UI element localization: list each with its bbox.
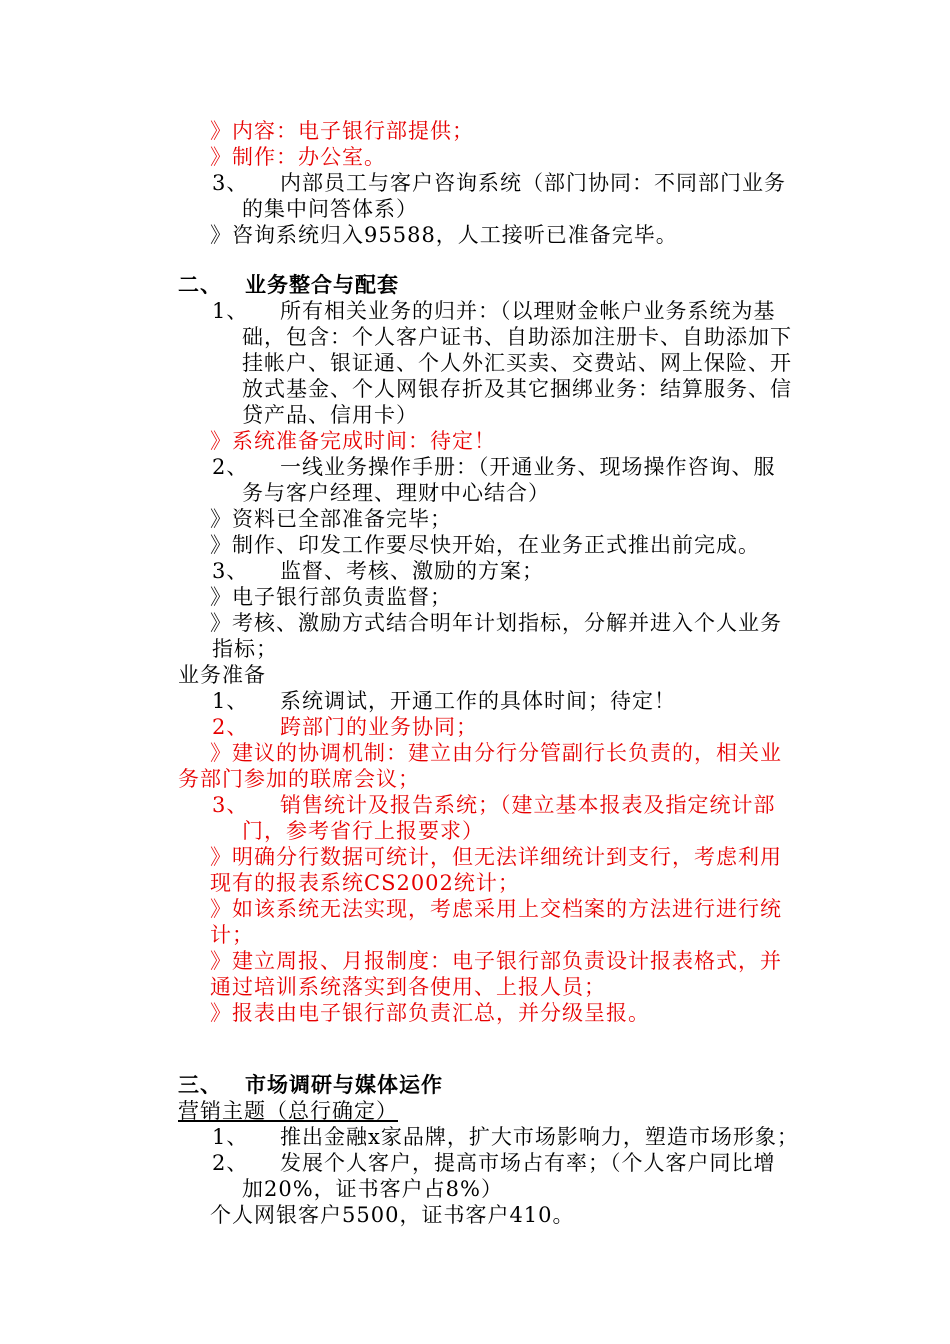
note-line: 》咨询系统归入95588，人工接听已准备完毕。	[210, 223, 678, 247]
list-number: 2、	[212, 715, 249, 739]
note-line: 》系统准备完成时间：待定！	[210, 429, 496, 453]
section-heading: 业务整合与配套	[245, 272, 399, 297]
list-number: 1、	[212, 299, 249, 323]
note-line: 指标；	[212, 637, 278, 661]
list-number: 1、	[212, 689, 249, 713]
list-item-text: 系统调试，开通工作的具体时间；待定！	[280, 689, 676, 713]
list-number: 3、	[212, 171, 249, 195]
list-item-text: 贷产品、信用卡）	[242, 403, 418, 427]
list-number: 3、	[212, 793, 249, 817]
note-line: 》考核、激励方式结合明年计划指标，分解并进入个人业务	[210, 611, 782, 635]
note-line: 》建议的协调机制：建立由分行分管副行长负责的，相关业	[210, 741, 782, 765]
note-line: 计；	[210, 923, 254, 947]
subheading: 业务准备	[178, 663, 266, 687]
list-item-text: 销售统计及报告系统；（建立基本报表及指定统计部	[280, 793, 776, 817]
note-line: 务部门参加的联席会议；	[178, 767, 420, 791]
list-item-text: 挂帐户、银证通、个人外汇买卖、交费站、网上保险、开	[242, 351, 792, 375]
list-item-text: 推出金融x家品牌，扩大市场影响力，塑造市场形象；	[280, 1125, 799, 1149]
list-item-text: 监督、考核、激励的方案；	[280, 559, 544, 583]
list-item-text: 发展个人客户，提高市场占有率；（个人客户同比增	[280, 1151, 776, 1175]
list-number: 3、	[212, 559, 249, 583]
note-line: 》如该系统无法实现，考虑采用上交档案的方法进行进行统	[210, 897, 782, 921]
list-item-text: 放式基金、个人网银存折及其它捆绑业务：结算服务、信	[242, 377, 792, 401]
note-line: 》制作：办公室。	[210, 145, 386, 169]
list-item-text: 所有相关业务的归并：（以理财金帐户业务系统为基	[280, 299, 776, 323]
section-heading: 市场调研与媒体运作	[245, 1072, 443, 1097]
list-item-text: 础，包含：个人客户证书、自助添加注册卡、自助添加下	[242, 325, 792, 349]
list-item-text: 门，参考省行上报要求）	[242, 819, 484, 843]
note-line: 通过培训系统落实到各使用、上报人员；	[210, 975, 606, 999]
body-text: 个人网银客户5500，证书客户410。	[210, 1203, 575, 1227]
list-item-text: 加20%，证书客户占8%）	[242, 1177, 503, 1201]
note-line: 》建立周报、月报制度：电子银行部负责设计报表格式，并	[210, 949, 782, 973]
list-item-text: 的集中问答体系）	[242, 197, 418, 221]
note-line: 现有的报表系统CS2002统计；	[210, 871, 520, 895]
list-item-text: 务与客户经理、理财中心结合）	[242, 481, 550, 505]
note-line: 》内容：电子银行部提供；	[210, 119, 474, 143]
list-number: 2、	[212, 1151, 249, 1175]
note-line: 》报表由电子银行部负责汇总，并分级呈报。	[210, 1001, 650, 1025]
subheading: 营销主题（总行确定）	[178, 1099, 398, 1123]
note-line: 》制作、印发工作要尽快开始，在业务正式推出前完成。	[210, 533, 760, 557]
section-number: 三、	[178, 1072, 222, 1097]
list-number: 1、	[212, 1125, 249, 1149]
list-item-text: 跨部门的业务协同；	[280, 715, 478, 739]
note-line: 》资料已全部准备完毕；	[210, 507, 452, 531]
list-number: 2、	[212, 455, 249, 479]
note-line: 》电子银行部负责监督；	[210, 585, 452, 609]
list-item-text: 一线业务操作手册：（开通业务、现场操作咨询、服	[280, 455, 776, 479]
note-line: 》明确分行数据可统计，但无法详细统计到支行，考虑利用	[210, 845, 782, 869]
list-item-text: 内部员工与客户咨询系统（部门协同：不同部门业务	[280, 171, 786, 195]
section-number: 二、	[178, 272, 222, 297]
